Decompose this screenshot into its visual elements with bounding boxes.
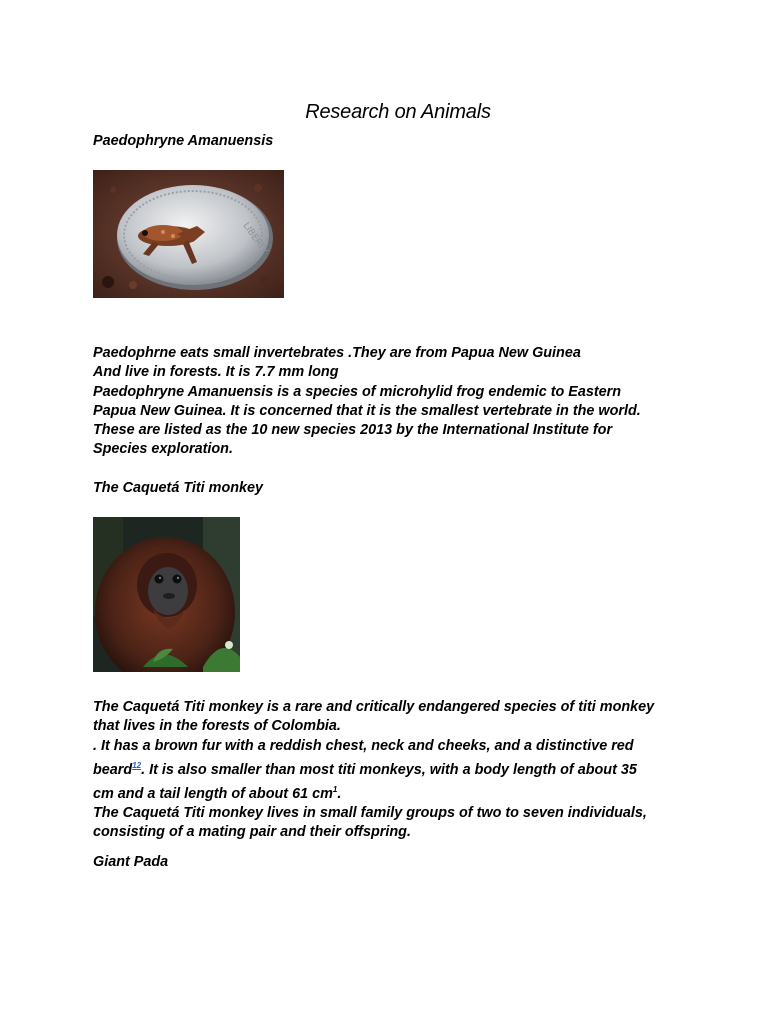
monkey-paragraph <box>93 698 654 843</box>
footnote-ref-1: 1 <box>332 784 338 794</box>
monkey-line-4 <box>93 756 654 780</box>
frog-line-1: Paedophrne eats small invertebrates .They are from Papua New Guinea <box>93 345 581 361</box>
footnote-link-12[interactable]: 12 <box>132 760 142 770</box>
frog-line-4: Papua New Guinea. It is concerned that it is the smallest vertebrate in the world. <box>93 402 641 419</box>
monkey-line-6: The Caquetá Titi monkey lives in small family groups of two to seven individuals, <box>93 805 647 822</box>
monkey-line-1: The Caquetá Titi monkey is a rare and critically endangered species of titi monkey <box>93 699 655 715</box>
section-heading-monkey: The Caquetá Titi monkey <box>93 480 264 496</box>
frog-line-5: These are listed as the 10 new species 2013 by the International Institute for <box>93 422 613 439</box>
beard-text: beard <box>93 761 133 778</box>
frog-line-6: Species exploration. <box>93 441 233 458</box>
monkey-line-5 <box>93 780 654 804</box>
section-heading-frog: Paedophryne Amanuensis <box>93 133 274 149</box>
tail-length-text: cm and a tail length of about 61 cm <box>93 785 333 802</box>
monkey-line-4-rest: . It is also smaller than most titi monkeys, with a body length of about 35 <box>141 761 637 778</box>
line-5-period: . <box>337 785 342 802</box>
page-title: Research on Animals <box>305 101 491 124</box>
svg-text:LIBERTY: LIBERTY <box>240 220 270 257</box>
titi-monkey-photo <box>93 517 240 672</box>
frog-on-coin-photo <box>93 170 284 298</box>
section-heading-panda: Giant Pada <box>93 854 169 870</box>
frog-line-3: Paedophryne Amanuensis is a species of microhylid frog endemic to Eastern <box>93 383 622 400</box>
monkey-line-7: consisting of a mating pair and their offspring. <box>93 824 411 841</box>
monkey-line-3: . It has a brown fur with a reddish chest, neck and cheeks, and a distinctive red <box>93 737 634 754</box>
frog-line-2: And live in forests. It is 7.7 mm long <box>93 364 339 381</box>
frog-paragraph <box>93 344 641 460</box>
monkey-line-2: that lives in the forests of Colombia. <box>93 718 341 735</box>
